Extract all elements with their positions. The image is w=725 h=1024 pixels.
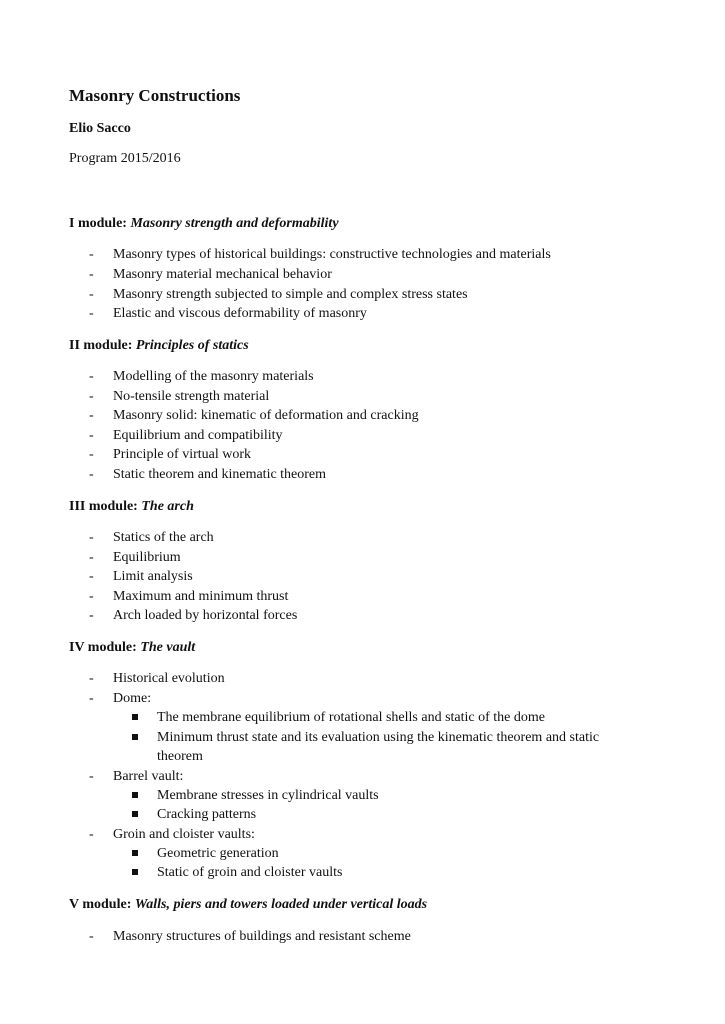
dash-bullet: -	[89, 569, 94, 584]
sub-list-item-text: The membrane equilibrium of rotational shells and static of the dome	[157, 710, 546, 725]
list-item-text: Arch loaded by horizontal forces	[113, 608, 298, 623]
list-item-text: Masonry structures of buildings and resistant scheme	[113, 929, 411, 944]
list-item-text: Statics of the arch	[113, 530, 214, 545]
square-bullet-icon	[132, 811, 138, 817]
list-item-text: Equilibrium	[113, 550, 181, 565]
list-item-text: Maximum and minimum thrust	[113, 589, 289, 604]
dash-bullet: -	[89, 769, 94, 784]
dash-bullet: -	[89, 408, 94, 423]
list-item-text: Masonry material mechanical behavior	[113, 267, 332, 282]
list-item-text: Modelling of the masonry materials	[113, 369, 314, 384]
dash-bullet: -	[89, 428, 94, 443]
module-3-heading	[69, 499, 194, 515]
dash-bullet: -	[89, 389, 94, 404]
sub-list-item-text: Static of groin and cloister vaults	[157, 865, 343, 880]
square-bullet-icon	[132, 734, 138, 740]
list-item-text: No-tensile strength material	[113, 389, 270, 404]
dash-bullet: -	[89, 247, 94, 262]
list-item-text: Masonry types of historical buildings: constructive technologies and materials	[113, 247, 551, 262]
sub-list-item-text: Membrane stresses in cylindrical vaults	[157, 788, 379, 803]
list-item-text: Equilibrium and compatibility	[113, 428, 283, 443]
list-item-text: Barrel vault:	[113, 769, 184, 784]
module-2-title: Principles of statics	[135, 338, 249, 353]
sub-list-item-text: Cracking patterns	[157, 807, 257, 822]
module-3-label: III module:	[69, 499, 142, 514]
list-item-text: Limit analysis	[113, 569, 193, 584]
module-2-label: II module:	[69, 338, 136, 353]
module-4-heading	[69, 640, 195, 656]
list-item-text: Masonry strength subjected to simple and complex stress states	[113, 287, 468, 302]
dash-bullet: -	[89, 467, 94, 482]
module-1-heading	[69, 216, 339, 232]
author-name: Elio Sacco	[69, 121, 131, 136]
dash-bullet: -	[89, 447, 94, 462]
sub-list-item-text: Geometric generation	[157, 846, 279, 861]
sub-list-item-text: Minimum thrust state and its evaluation using the kinematic theorem and static	[157, 730, 600, 745]
list-item-text: Groin and cloister vaults:	[113, 827, 255, 842]
module-3-title: The arch	[141, 499, 194, 514]
module-5-label: V module:	[69, 897, 135, 912]
module-5-heading	[69, 897, 427, 913]
list-item-text: Historical evolution	[113, 671, 225, 686]
dash-bullet: -	[89, 827, 94, 842]
dash-bullet: -	[89, 267, 94, 282]
module-4-label: IV module:	[69, 640, 141, 655]
document-title: Masonry Constructions	[69, 86, 241, 105]
module-4-title: The vault	[140, 640, 196, 655]
module-1-title: Masonry strength and deformability	[130, 216, 339, 231]
dash-bullet: -	[89, 589, 94, 604]
list-item-text: Dome:	[113, 691, 152, 706]
list-item-text: Principle of virtual work	[113, 447, 252, 462]
list-item-text: Elastic and viscous deformability of masonry	[113, 306, 367, 321]
module-5-title: Walls, piers and towers loaded under vertical loads	[134, 897, 428, 912]
list-item-text: Static theorem and kinematic theorem	[113, 467, 327, 482]
dash-bullet: -	[89, 550, 94, 565]
dash-bullet: -	[89, 369, 94, 384]
dash-bullet: -	[89, 530, 94, 545]
module-1-label: I module:	[69, 216, 131, 231]
dash-bullet: -	[89, 671, 94, 686]
dash-bullet: -	[89, 608, 94, 623]
list-item-text: Masonry solid: kinematic of deformation and cracking	[113, 408, 419, 423]
dash-bullet: -	[89, 306, 94, 321]
square-bullet-icon	[132, 792, 138, 798]
sub-list-item-text: theorem	[157, 749, 203, 764]
square-bullet-icon	[132, 869, 138, 875]
square-bullet-icon	[132, 850, 138, 856]
dash-bullet: -	[89, 929, 94, 944]
program-year: Program 2015/2016	[69, 151, 181, 166]
dash-bullet: -	[89, 691, 94, 706]
module-2-heading	[69, 338, 249, 354]
dash-bullet: -	[89, 287, 94, 302]
square-bullet-icon	[132, 714, 138, 720]
